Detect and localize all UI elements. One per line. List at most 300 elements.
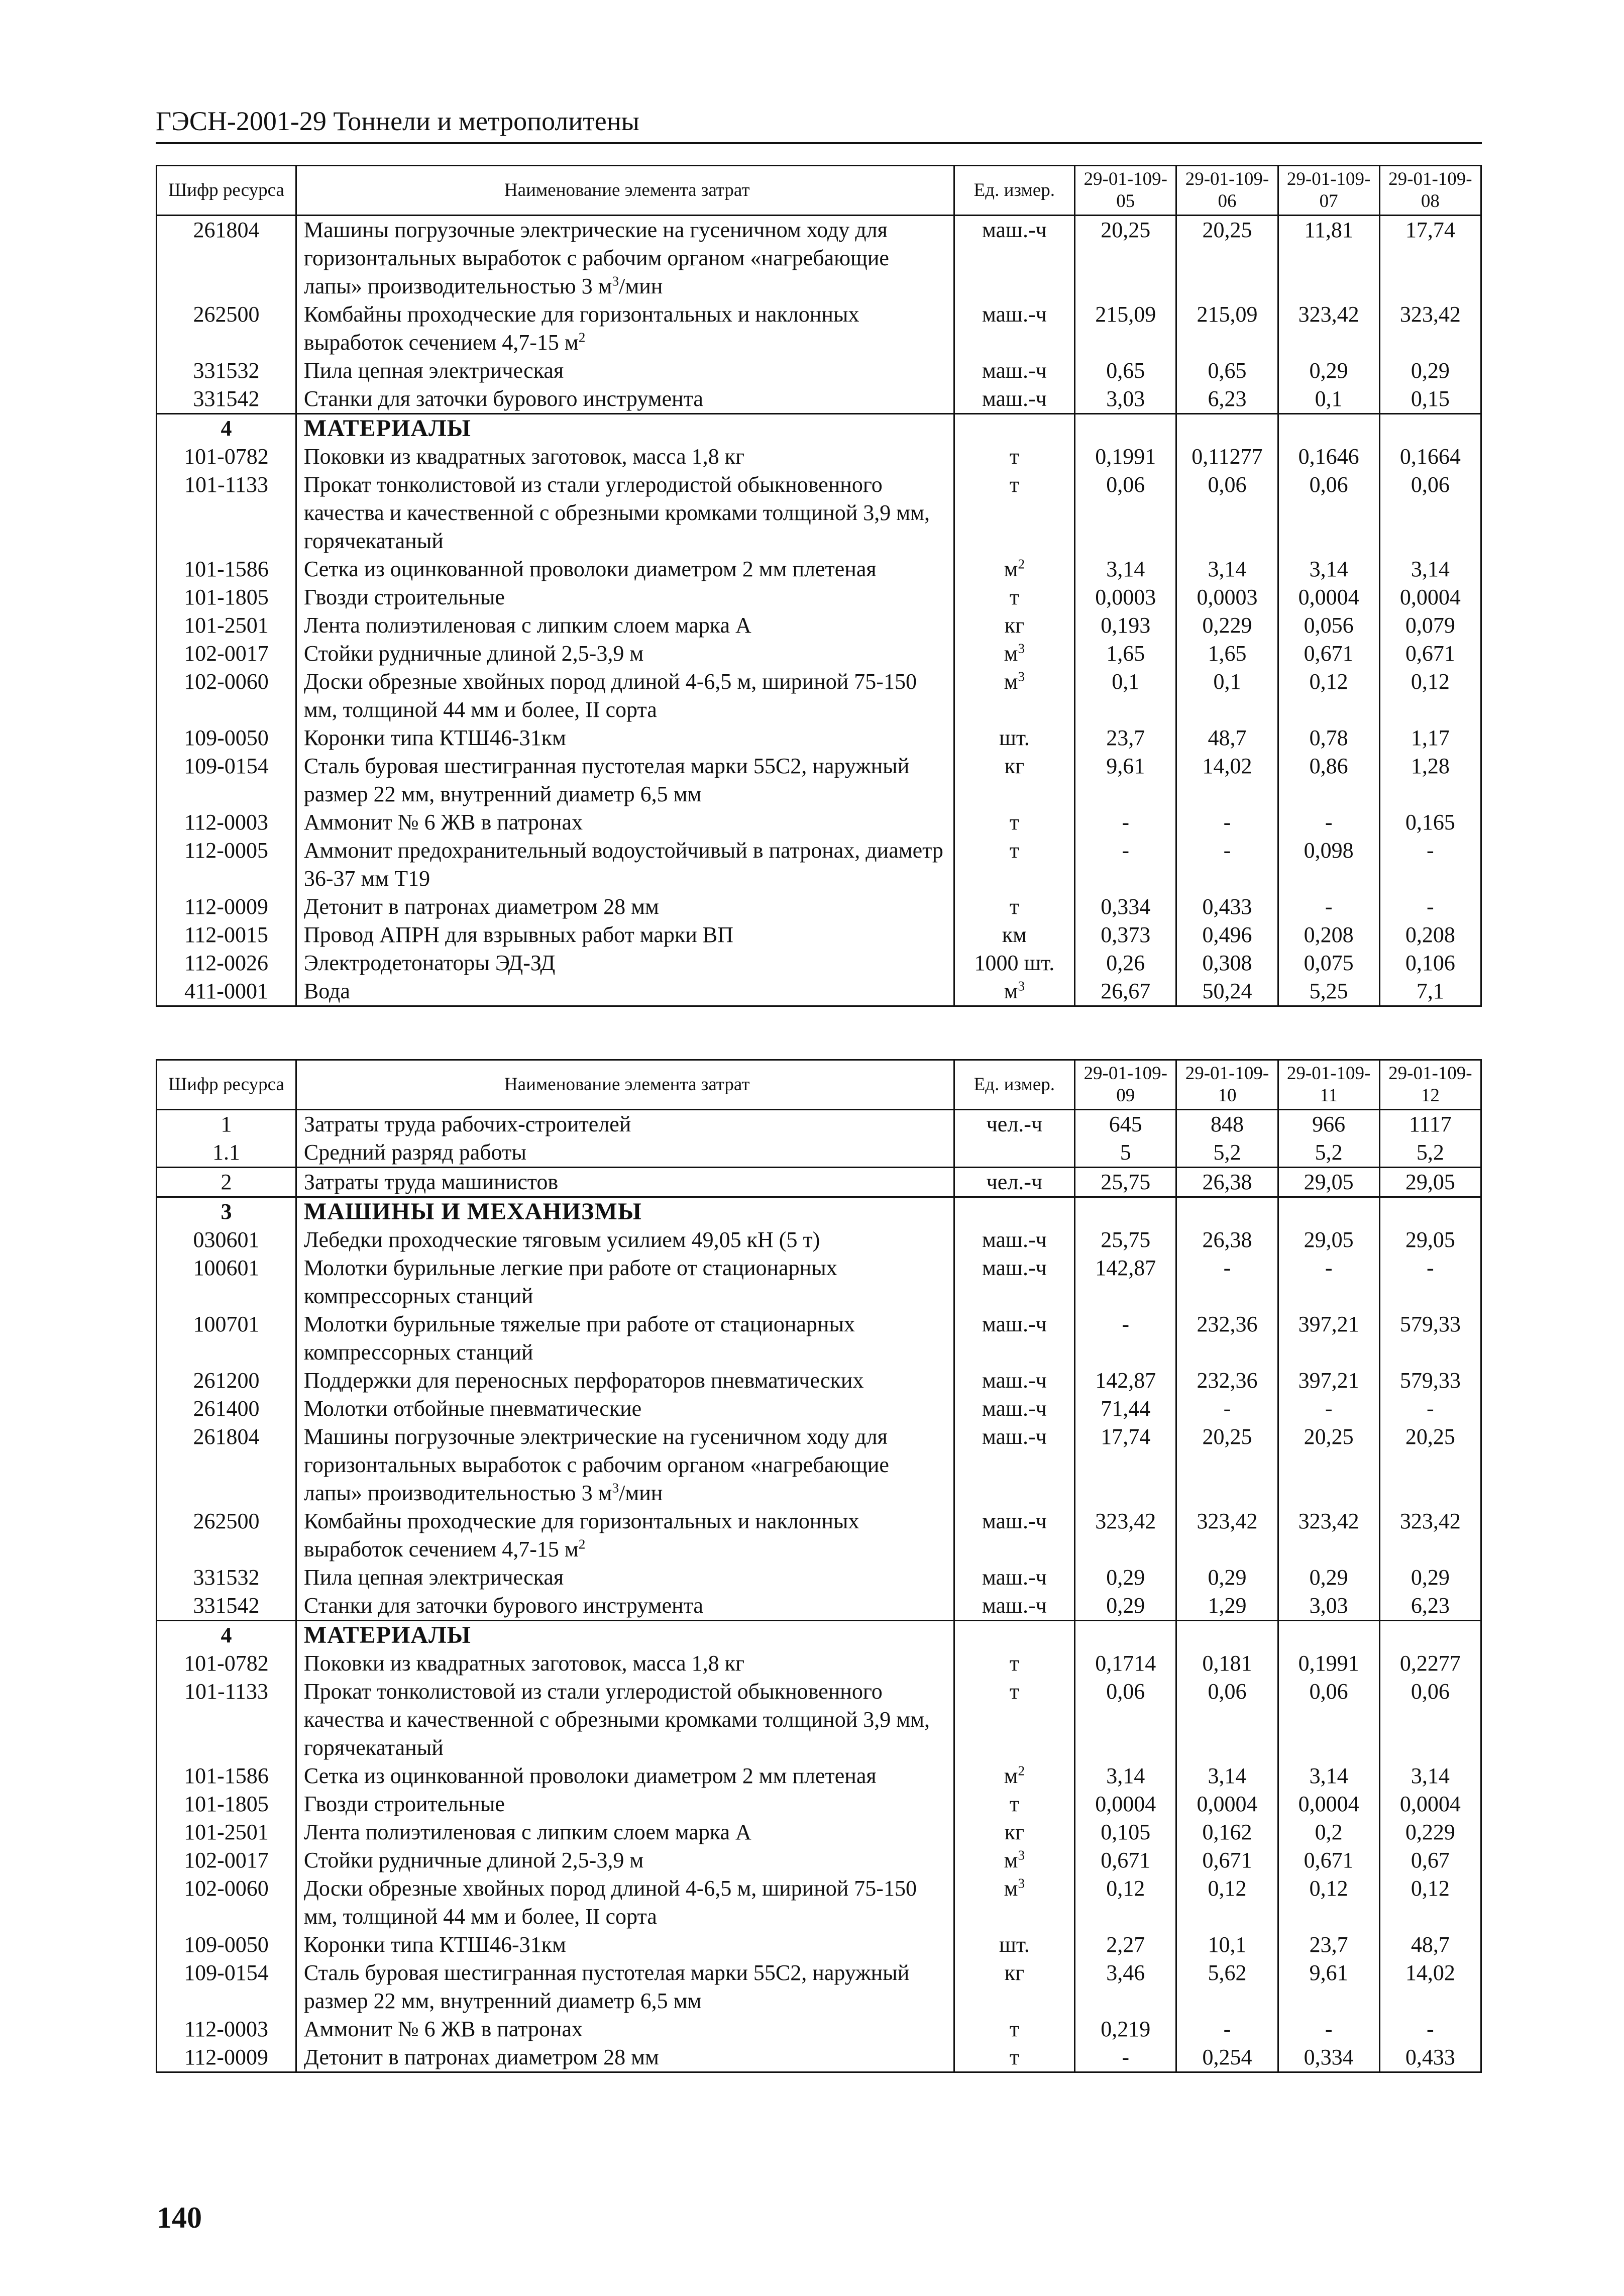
value-cell: 3,14: [1176, 1762, 1278, 1790]
value-cell: [1379, 1197, 1481, 1226]
resource-name: Детонит в патронах диаметром 28 мм: [296, 893, 954, 921]
value-cell: -: [1075, 2043, 1176, 2072]
unit-cell: т: [954, 583, 1075, 611]
value-cell: 142,87: [1075, 1254, 1176, 1310]
resource-name: Аммонит № 6 ЖВ в патронах: [296, 808, 954, 837]
value-cell: 29,05: [1278, 1168, 1379, 1197]
resource-code: 109-0050: [157, 724, 296, 752]
value-cell: [1075, 1197, 1176, 1226]
unit-cell: т: [954, 2043, 1075, 2072]
value-cell: 0,433: [1379, 2043, 1481, 2072]
value-cell: 0,1714: [1075, 1649, 1176, 1678]
unit-cell: шт.: [954, 724, 1075, 752]
unit-cell: 1000 шт.: [954, 949, 1075, 977]
resource-name: Доски обрезные хвойных пород длиной 4-6,5 м, шириной 75-150 мм, толщиной 44 мм и более, II сорта: [296, 1874, 954, 1931]
value-cell: 966: [1278, 1110, 1379, 1139]
value-cell: 0,0003: [1075, 583, 1176, 611]
resource-code: 2: [157, 1168, 296, 1197]
resource-code: 112-0009: [157, 2043, 296, 2072]
value-cell: 323,42: [1278, 300, 1379, 357]
page-header: ГЭСН-2001-29 Тоннели и метрополитены: [156, 106, 639, 136]
unit-cell: маш.-ч: [954, 300, 1075, 357]
value-cell: 3,14: [1379, 1762, 1481, 1790]
resource-code: 262500: [157, 300, 296, 357]
value-cell: [1278, 414, 1379, 443]
value-cell: 3,14: [1176, 555, 1278, 583]
table-row: [157, 640, 1481, 668]
header-col-4: 29-01-109-08: [1379, 166, 1481, 216]
resource-name: Машины погрузочные электрические на гусеничном ходу для горизонтальных выработок с рабочим органом «нагребающие лапы» производительностью 3 $м^3$/мин: [296, 1423, 954, 1507]
resource-code: 101-1133: [157, 1678, 296, 1762]
resource-name: Сталь буровая шестигранная пустотелая марки 55С2, наружный размер 22 мм, внутренний диаметр 6,5 мм: [296, 752, 954, 808]
value-cell: 29,05: [1379, 1168, 1481, 1197]
value-cell: 0,29: [1379, 1563, 1481, 1592]
resource-name: Сетка из оцинкованной проволоки диаметром 2 мм плетеная: [296, 555, 954, 583]
resource-name: Гвозди строительные: [296, 1790, 954, 1818]
table-row: [157, 1168, 1481, 1197]
value-cell: 848: [1176, 1110, 1278, 1139]
value-cell: 0,254: [1176, 2043, 1278, 2072]
value-cell: 0,11277: [1176, 443, 1278, 471]
value-cell: 0,2: [1278, 1818, 1379, 1846]
unit-cell: т: [954, 837, 1075, 893]
value-cell: 26,67: [1075, 977, 1176, 1006]
value-cell: 0,671: [1278, 1846, 1379, 1874]
table-row: [157, 1790, 1481, 1818]
resource-name: Электродетонаторы ЭД-ЗД: [296, 949, 954, 977]
value-cell: 0,12: [1379, 668, 1481, 724]
unit-cell: маш.-ч: [954, 1563, 1075, 1592]
resource-code: 112-0005: [157, 837, 296, 893]
value-cell: 14,02: [1379, 1959, 1481, 2015]
value-cell: -: [1278, 2015, 1379, 2043]
table-row: [157, 837, 1481, 893]
table-row: [157, 385, 1481, 414]
value-cell: 0,1646: [1278, 443, 1379, 471]
unit-cell: т: [954, 1678, 1075, 1762]
resource-code: 261804: [157, 1423, 296, 1507]
resource-name: Стойки рудничные длиной 2,5-3,9 м: [296, 640, 954, 668]
value-cell: 0,12: [1278, 668, 1379, 724]
unit-cell: маш.-ч: [954, 357, 1075, 385]
table-row: [157, 216, 1481, 301]
unit-cell: маш.-ч: [954, 1507, 1075, 1563]
value-cell: 0,0003: [1176, 583, 1278, 611]
unit-cell: [954, 1197, 1075, 1226]
value-cell: [1075, 414, 1176, 443]
table-row: [157, 1507, 1481, 1563]
resource-name: Гвозди строительные: [296, 583, 954, 611]
value-cell: -: [1176, 837, 1278, 893]
value-cell: 0,2277: [1379, 1649, 1481, 1678]
unit-cell: маш.-ч: [954, 1254, 1075, 1310]
value-cell: 323,42: [1379, 1507, 1481, 1563]
resource-code: 109-0154: [157, 1959, 296, 2015]
value-cell: 0,671: [1176, 1846, 1278, 1874]
header-col-3: 29-01-109-07: [1278, 166, 1379, 216]
value-cell: 0,29: [1176, 1563, 1278, 1592]
resource-code: 331532: [157, 1563, 296, 1592]
value-cell: 323,42: [1278, 1507, 1379, 1563]
unit-cell: чел.-ч: [954, 1110, 1075, 1139]
resource-code: 261400: [157, 1395, 296, 1423]
resource-name: Средний разряд работы: [296, 1138, 954, 1168]
value-cell: 71,44: [1075, 1395, 1176, 1423]
unit-cell: кг: [954, 752, 1075, 808]
table-row: [157, 1818, 1481, 1846]
resource-code: 101-0782: [157, 1649, 296, 1678]
resource-code: 102-0017: [157, 1846, 296, 1874]
value-cell: 3,14: [1379, 555, 1481, 583]
header-rule: [156, 142, 1482, 144]
unit-cell: кг: [954, 1959, 1075, 2015]
value-cell: 215,09: [1075, 300, 1176, 357]
header-col-1: 29-01-109-09: [1075, 1060, 1176, 1110]
unit-cell: маш.-ч: [954, 1226, 1075, 1254]
value-cell: 0,193: [1075, 611, 1176, 640]
value-cell: 26,38: [1176, 1226, 1278, 1254]
unit-cell: $м^3$: [954, 640, 1075, 668]
value-cell: -: [1379, 1254, 1481, 1310]
resource-name: Поковки из квадратных заготовок, масса 1,8 кг: [296, 443, 954, 471]
value-cell: [1176, 414, 1278, 443]
unit-cell: маш.-ч: [954, 385, 1075, 414]
value-cell: 0,06: [1075, 471, 1176, 555]
resource-code: 4: [157, 1621, 296, 1650]
value-cell: 0,1: [1075, 668, 1176, 724]
value-cell: 0,671: [1379, 640, 1481, 668]
unit-cell: кг: [954, 1818, 1075, 1846]
value-cell: -: [1278, 808, 1379, 837]
value-cell: -: [1379, 893, 1481, 921]
table-header-row: [157, 1060, 1481, 1110]
table-row: [157, 893, 1481, 921]
table-row: [157, 1226, 1481, 1254]
resource-code: 112-0009: [157, 893, 296, 921]
unit-cell: т: [954, 808, 1075, 837]
value-cell: 5,2: [1278, 1138, 1379, 1168]
value-cell: 48,7: [1176, 724, 1278, 752]
resource-code: 109-0050: [157, 1931, 296, 1959]
resource-name: Аммонит № 6 ЖВ в патронах: [296, 2015, 954, 2043]
table-row: [157, 808, 1481, 837]
unit-cell: [954, 1621, 1075, 1650]
header-col-3: 29-01-109-11: [1278, 1060, 1379, 1110]
resource-name: Прокат тонколистовой из стали углеродистой обыкновенного качества и качественной с обрезными кромками толщиной 3,9 мм, горячекатаный: [296, 1678, 954, 1762]
value-cell: 0,06: [1278, 471, 1379, 555]
value-cell: 0,106: [1379, 949, 1481, 977]
value-cell: 0,208: [1379, 921, 1481, 949]
resource-name: Комбайны проходческие для горизонтальных и наклонных выработок сечением 4,7-15 $м^2$: [296, 1507, 954, 1563]
table-row: [157, 443, 1481, 471]
header-col-2: 29-01-109-06: [1176, 166, 1278, 216]
value-cell: 0,671: [1075, 1846, 1176, 1874]
section-row: [157, 414, 1481, 443]
value-cell: 20,25: [1176, 216, 1278, 301]
table-row: [157, 724, 1481, 752]
value-cell: 0,15: [1379, 385, 1481, 414]
value-cell: 29,05: [1278, 1226, 1379, 1254]
value-cell: 0,12: [1278, 1874, 1379, 1931]
value-cell: 0,162: [1176, 1818, 1278, 1846]
value-cell: 0,079: [1379, 611, 1481, 640]
resource-code: 331542: [157, 1592, 296, 1621]
table-row: [157, 300, 1481, 357]
resource-code: 030601: [157, 1226, 296, 1254]
value-cell: 0,29: [1379, 357, 1481, 385]
table-row: [157, 921, 1481, 949]
value-cell: 0,1991: [1278, 1649, 1379, 1678]
value-cell: 0,06: [1278, 1678, 1379, 1762]
value-cell: 0,86: [1278, 752, 1379, 808]
unit-cell: маш.-ч: [954, 1367, 1075, 1395]
value-cell: 0,181: [1176, 1649, 1278, 1678]
header-col-4: 29-01-109-12: [1379, 1060, 1481, 1110]
table-body: [157, 1110, 1481, 2072]
table-body: [157, 216, 1481, 1006]
table-row: [157, 949, 1481, 977]
table-row: [157, 1563, 1481, 1592]
resource-code: 101-1133: [157, 471, 296, 555]
value-cell: -: [1075, 808, 1176, 837]
unit-cell: кг: [954, 611, 1075, 640]
resource-code: 331542: [157, 385, 296, 414]
value-cell: -: [1176, 1254, 1278, 1310]
value-cell: 0,06: [1379, 471, 1481, 555]
table-row: [157, 977, 1481, 1006]
resource-code: 101-1586: [157, 1762, 296, 1790]
page-number: 140: [157, 2201, 202, 2234]
value-cell: 3,14: [1075, 1762, 1176, 1790]
unit-cell: т: [954, 2015, 1075, 2043]
table-row: [157, 583, 1481, 611]
value-cell: 215,09: [1176, 300, 1278, 357]
value-cell: -: [1176, 2015, 1278, 2043]
value-cell: 1117: [1379, 1110, 1481, 1139]
section-row: [157, 1197, 1481, 1226]
table-row: [157, 1310, 1481, 1367]
resource-name: Доски обрезные хвойных пород длиной 4-6,5 м, шириной 75-150 мм, толщиной 44 мм и более, II сорта: [296, 668, 954, 724]
value-cell: 0,671: [1278, 640, 1379, 668]
table-row: [157, 1762, 1481, 1790]
unit-cell: маш.-ч: [954, 1310, 1075, 1367]
value-cell: 17,74: [1075, 1423, 1176, 1507]
value-cell: 0,29: [1075, 1592, 1176, 1621]
value-cell: 0,0004: [1379, 583, 1481, 611]
header-code: Шифр ресурса: [157, 1060, 296, 1110]
resource-name: Коронки типа КТШ46-31км: [296, 1931, 954, 1959]
resource-code: 4: [157, 414, 296, 443]
value-cell: 3,14: [1278, 555, 1379, 583]
unit-cell: $м^2$: [954, 555, 1075, 583]
resource-code: 1: [157, 1110, 296, 1139]
value-cell: -: [1278, 1395, 1379, 1423]
resource-code: 101-1805: [157, 583, 296, 611]
table-row: [157, 1423, 1481, 1507]
resource-code: 112-0003: [157, 808, 296, 837]
resource-name: Молотки отбойные пневматические: [296, 1395, 954, 1423]
value-cell: 0,12: [1379, 1874, 1481, 1931]
table-row: [157, 1138, 1481, 1168]
resource-name: Молотки бурильные легкие при работе от стационарных компрессорных станций: [296, 1254, 954, 1310]
value-cell: 9,61: [1075, 752, 1176, 808]
value-cell: 25,75: [1075, 1226, 1176, 1254]
table-row: [157, 1931, 1481, 1959]
table-row: [157, 752, 1481, 808]
table-row: [157, 1959, 1481, 2015]
table-row: [157, 357, 1481, 385]
resource-name: Сетка из оцинкованной проволоки диаметром 2 мм плетеная: [296, 1762, 954, 1790]
resource-name: Коронки типа КТШ46-31км: [296, 724, 954, 752]
value-cell: 50,24: [1176, 977, 1278, 1006]
unit-cell: т: [954, 1790, 1075, 1818]
resource-code: 261804: [157, 216, 296, 301]
value-cell: 25,75: [1075, 1168, 1176, 1197]
value-cell: 5,62: [1176, 1959, 1278, 2015]
value-cell: 26,38: [1176, 1168, 1278, 1197]
resource-code: 101-1586: [157, 555, 296, 583]
resource-name: Комбайны проходческие для горизонтальных и наклонных выработок сечением 4,7-15 $м^2$: [296, 300, 954, 357]
unit-cell: [954, 1138, 1075, 1168]
table-row: [157, 1678, 1481, 1762]
unit-cell: маш.-ч: [954, 1423, 1075, 1507]
resource-code: 262500: [157, 1507, 296, 1563]
value-cell: 0,0004: [1278, 583, 1379, 611]
resource-code: 411-0001: [157, 977, 296, 1006]
unit-cell: чел.-ч: [954, 1168, 1075, 1197]
table-row: [157, 471, 1481, 555]
value-cell: -: [1379, 837, 1481, 893]
value-cell: 0,165: [1379, 808, 1481, 837]
resource-code: 3: [157, 1197, 296, 1226]
value-cell: 0,1991: [1075, 443, 1176, 471]
unit-cell: $м^3$: [954, 977, 1075, 1006]
value-cell: 0,229: [1379, 1818, 1481, 1846]
header-name: Наименование элемента затрат: [296, 166, 954, 216]
resource-name: Пила цепная электрическая: [296, 1563, 954, 1592]
table-row: [157, 1846, 1481, 1874]
value-cell: 0,496: [1176, 921, 1278, 949]
value-cell: 7,1: [1379, 977, 1481, 1006]
value-cell: 3,46: [1075, 1959, 1176, 2015]
unit-cell: т: [954, 1649, 1075, 1678]
resource-code: 102-0060: [157, 1874, 296, 1931]
value-cell: -: [1278, 893, 1379, 921]
value-cell: 10,1: [1176, 1931, 1278, 1959]
table-row: [157, 611, 1481, 640]
table-row: [157, 1592, 1481, 1621]
section-title: МАТЕРИАЛЫ: [296, 1621, 954, 1650]
value-cell: 0,29: [1278, 357, 1379, 385]
value-cell: -: [1075, 1310, 1176, 1367]
value-cell: 48,7: [1379, 1931, 1481, 1959]
unit-cell: маш.-ч: [954, 216, 1075, 301]
value-cell: 0,308: [1176, 949, 1278, 977]
value-cell: 0,0004: [1176, 1790, 1278, 1818]
resource-table-2: [156, 1059, 1482, 2073]
value-cell: 0,105: [1075, 1818, 1176, 1846]
value-cell: 0,12: [1075, 1874, 1176, 1931]
value-cell: 29,05: [1379, 1226, 1481, 1254]
resource-code: 109-0154: [157, 752, 296, 808]
value-cell: 232,36: [1176, 1310, 1278, 1367]
value-cell: 0,056: [1278, 611, 1379, 640]
unit-cell: [954, 414, 1075, 443]
value-cell: 0,29: [1278, 1563, 1379, 1592]
value-cell: 2,27: [1075, 1931, 1176, 1959]
value-cell: [1379, 414, 1481, 443]
section-title: МАТЕРИАЛЫ: [296, 414, 954, 443]
resource-name: Поковки из квадратных заготовок, масса 1,8 кг: [296, 1649, 954, 1678]
header-name: Наименование элемента затрат: [296, 1060, 954, 1110]
header-unit: Ед. измер.: [954, 166, 1075, 216]
value-cell: 0,1: [1278, 385, 1379, 414]
value-cell: [1278, 1197, 1379, 1226]
value-cell: 0,075: [1278, 949, 1379, 977]
unit-cell: маш.-ч: [954, 1592, 1075, 1621]
value-cell: 23,7: [1278, 1931, 1379, 1959]
resource-code: 101-2501: [157, 611, 296, 640]
header-col-1: 29-01-109-05: [1075, 166, 1176, 216]
value-cell: -: [1379, 2015, 1481, 2043]
resource-name: Стойки рудничные длиной 2,5-3,9 м: [296, 1846, 954, 1874]
value-cell: 0,334: [1075, 893, 1176, 921]
value-cell: 323,42: [1075, 1507, 1176, 1563]
value-cell: 0,208: [1278, 921, 1379, 949]
value-cell: 0,098: [1278, 837, 1379, 893]
value-cell: 5,2: [1379, 1138, 1481, 1168]
resource-name: Молотки бурильные тяжелые при работе от стационарных компрессорных станций: [296, 1310, 954, 1367]
value-cell: 0,65: [1075, 357, 1176, 385]
value-cell: 14,02: [1176, 752, 1278, 808]
value-cell: 579,33: [1379, 1367, 1481, 1395]
value-cell: 5,25: [1278, 977, 1379, 1006]
table-row: [157, 1110, 1481, 1139]
resource-code: 101-1805: [157, 1790, 296, 1818]
value-cell: 0,0004: [1379, 1790, 1481, 1818]
resource-table-1: [156, 165, 1482, 1007]
unit-cell: т: [954, 893, 1075, 921]
value-cell: 0,78: [1278, 724, 1379, 752]
value-cell: 0,06: [1176, 1678, 1278, 1762]
value-cell: 0,373: [1075, 921, 1176, 949]
value-cell: 1,17: [1379, 724, 1481, 752]
value-cell: 1,28: [1379, 752, 1481, 808]
header-unit: Ед. измер.: [954, 1060, 1075, 1110]
resource-name: Поддержки для переносных перфораторов пневматических: [296, 1367, 954, 1395]
unit-cell: $м^2$: [954, 1762, 1075, 1790]
value-cell: 0,65: [1176, 357, 1278, 385]
resource-name: Затраты труда машинистов: [296, 1168, 954, 1197]
resource-code: 261200: [157, 1367, 296, 1395]
value-cell: 1,65: [1075, 640, 1176, 668]
unit-cell: т: [954, 471, 1075, 555]
value-cell: 1,65: [1176, 640, 1278, 668]
value-cell: [1075, 1621, 1176, 1650]
resource-code: 100701: [157, 1310, 296, 1367]
unit-cell: $м^3$: [954, 1846, 1075, 1874]
table-row: [157, 1254, 1481, 1310]
value-cell: 1,29: [1176, 1592, 1278, 1621]
value-cell: 323,42: [1379, 300, 1481, 357]
resource-code: 101-2501: [157, 1818, 296, 1846]
value-cell: 3,14: [1278, 1762, 1379, 1790]
value-cell: 3,14: [1075, 555, 1176, 583]
value-cell: 0,229: [1176, 611, 1278, 640]
value-cell: 23,7: [1075, 724, 1176, 752]
value-cell: 232,36: [1176, 1367, 1278, 1395]
resource-name: Пила цепная электрическая: [296, 357, 954, 385]
